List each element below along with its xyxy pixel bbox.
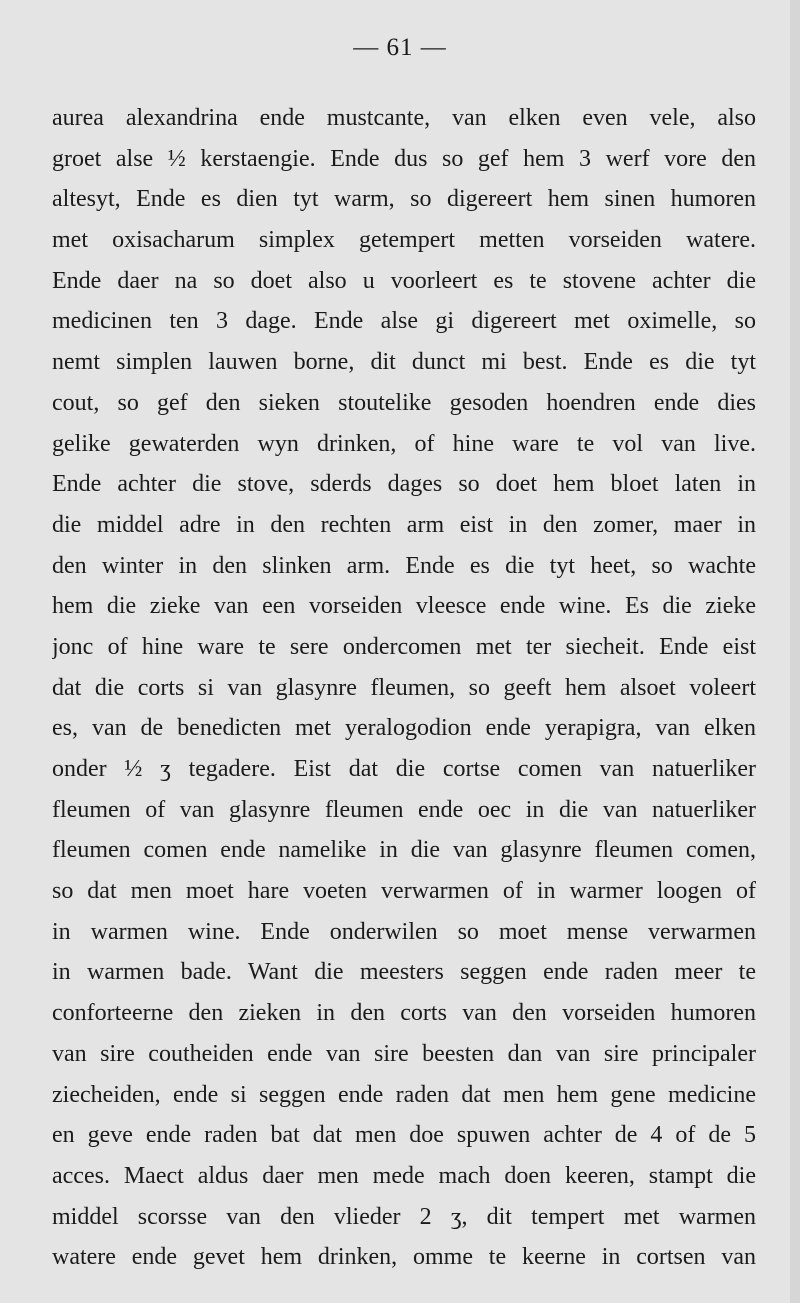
body-text — [52, 98, 756, 1278]
text-line: Ende achter die stove, sderds dages so doet hem bloet laten in — [52, 471, 756, 498]
text-line: den winter in den slinken arm. Ende es die tyt heet, so wachte — [52, 552, 756, 579]
text-line: watere ende gevet hem drinken, omme te keerne in cortsen van — [52, 1244, 756, 1271]
text-line: in warmen bade. Want die meesters seggen ende raden meer te — [52, 959, 756, 986]
text-line: en geve ende raden bat dat men doe spuwen achter de 4 of de 5 — [52, 1122, 756, 1149]
text-line: fleumen of van glasynre fleumen ende oec in die van natuerliker — [52, 796, 756, 823]
text-line: in warmen wine. Ende onderwilen so moet mense verwarmen — [52, 918, 756, 945]
text-line: met oxisacharum simplex getempert metten vorseiden watere. — [52, 227, 756, 254]
text-line: Ende daer na so doet also u voorleert es te stovene achter die — [52, 267, 756, 294]
text-line: fleumen comen ende namelike in die van glasynre fleumen comen, — [52, 837, 756, 864]
text-line: ziecheiden, ende si seggen ende raden dat men hem gene medicine — [52, 1081, 756, 1108]
text-line: hem die zieke van een vorseiden vleesce ende wine. Es die zieke — [52, 593, 756, 620]
text-line: acces. Maect aldus daer men mede mach doen keeren, stampt die — [52, 1162, 756, 1189]
text-line: medicinen ten 3 dage. Ende alse gi digereert met oximelle, so — [52, 308, 756, 335]
text-line: die middel adre in den rechten arm eist in den zomer, maer in — [52, 511, 756, 538]
text-line: cout, so gef den sieken stoutelike gesoden hoendren ende dies — [52, 389, 756, 416]
text-line: gelike gewaterden wyn drinken, of hine ware te vol van live. — [52, 430, 756, 457]
text-line: aurea alexandrina ende mustcante, van elken even vele, also — [52, 105, 756, 131]
page-number: — 61 — — [353, 34, 447, 61]
text-line: van sire coutheiden ende van sire beesten dan van sire principaler — [52, 1040, 756, 1067]
text-line: conforteerne den zieken in den corts van den vorseiden humoren — [52, 1000, 756, 1027]
text-line: dat die corts si van glasynre fleumen, so geeft hem alsoet voleert — [52, 674, 756, 701]
text-line: nemt simplen lauwen borne, dit dunct mi best. Ende es die tyt — [52, 349, 756, 376]
text-line: middel scorsse van den vlieder 2 ʒ, dit tempert met warmen — [52, 1203, 756, 1230]
text-line: es, van de benedicten met yeralogodion ende yerapigra, van elken — [52, 715, 756, 742]
page-edge — [790, 0, 800, 1303]
text-line: onder ½ ʒ tegadere. Eist dat die cortse comen van natuerliker — [52, 756, 756, 782]
text-line: jonc of hine ware te sere ondercomen met ter siecheit. Ende eist — [52, 633, 756, 660]
text-line: groet alse ½ kerstaengie. Ende dus so gef hem 3 werf vore den — [52, 145, 756, 172]
text-line: altesyt, Ende es dien tyt warm, so digereert hem sinen humoren — [52, 186, 756, 213]
text-line: so dat men moet hare voeten verwarmen of in warmer loogen of — [52, 878, 756, 905]
